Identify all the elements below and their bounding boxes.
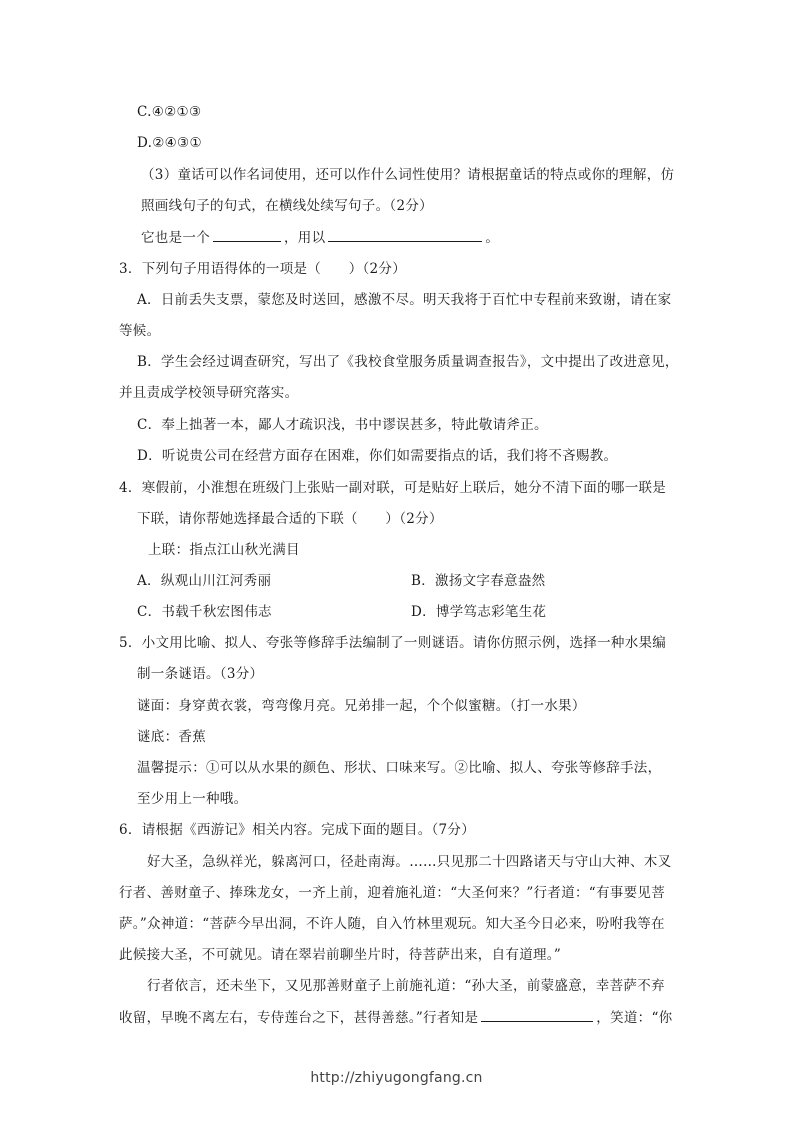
question-3-option-c: C．奉上拙著一本，鄙人才疏识浅，书中谬误甚多，特此敬请斧正。 <box>137 417 548 433</box>
answer-blank-3[interactable] <box>481 1008 593 1022</box>
question-5-tip-line2: 至少用上一种哦。 <box>137 791 248 807</box>
question-5-answer: 谜底：香蕉 <box>137 729 206 745</box>
passage-2-text-a: 收留，早晚不离左右，专侍莲台之下，甚得善慈。”行者知是 <box>119 1010 479 1026</box>
passage-2-line1: 行者依言，还未坐下，又见那善财童子上前施礼道：“孙大圣，前蒙盛意，幸菩萨不弃 <box>147 978 665 994</box>
option-c: C.④②①③ <box>137 104 202 120</box>
fill-text-a: 它也是一个 <box>141 230 210 246</box>
question-3-option-a-line2: 等候。 <box>119 323 161 339</box>
footer-url[interactable]: http://zhiyugongfang.cn <box>310 1070 483 1086</box>
question-3-option-b-line1: B．学生会经过调查研究，写出了《我校食堂服务质量调查报告》，文中提出了改进意见， <box>137 354 679 370</box>
passage-2-text-b: ，笑道：“你 <box>596 1010 673 1026</box>
question-4-upper-couplet: 上联：指点江山秋光满目 <box>148 542 300 558</box>
passage-2-line2 <box>119 1008 672 1027</box>
question-3-option-a-line1: A．日前丢失支票，蒙您及时送回，感激不尽。明天我将于百忙中专程前来致谢，请在家 <box>137 292 672 308</box>
answer-blank-1[interactable] <box>213 228 281 242</box>
question-4-option-c: C．书载千秋宏图伟志 <box>137 604 272 620</box>
question-5-tip-line1: 温馨提示：①可以从水果的颜色、形状、口味来写。②比喻、拟人、夸张等修辞手法， <box>137 760 662 776</box>
question-4-line2: 下联，请你帮她选择最合适的下联（ ）（2分） <box>137 511 443 527</box>
question-5-line1: 5．小文用比喻、拟人、夸张等修辞手法编制了一则谜语。请你仿照示例，选择一种水果编 <box>119 635 667 651</box>
answer-blank-2[interactable] <box>328 228 482 242</box>
question-2-3-line1: （3）童话可以作名词使用，还可以作什么词性使用？请根据童话的特点或你的理解，仿 <box>141 167 675 183</box>
question-4-option-b: B．激扬文字春意盎然 <box>411 573 546 589</box>
option-d: D.②④③① <box>137 135 202 151</box>
fill-text-b: ，用以 <box>284 230 326 246</box>
question-2-3-line2: 照画线句子的句式，在横线处续写句子。（2分） <box>141 198 433 214</box>
passage-1-line2: 行者、善财童子、捧珠龙女，一齐上前，迎着施礼道：“大圣何来？”行者道：“有事要见菩 <box>119 885 666 901</box>
question-3-option-d: D．听说贵公司在经营方面存在困难，你们如需要指点的话，我们将不吝赐教。 <box>137 448 618 464</box>
passage-1-line3: 萨。”众神道：“菩萨今早出洞，不许人随，自入竹林里观玩。知大圣今日必来，吩咐我等在 <box>119 916 665 932</box>
question-4-line1: 4．寒假前，小淮想在班级门上张贴一副对联，可是贴好上联后，她分不清下面的哪一联是 <box>119 480 667 496</box>
question-4-option-a: A．纵观山川江河秀丽 <box>137 573 272 589</box>
question-5-riddle: 谜面：身穿黄衣裳，弯弯像月亮。兄弟排一起，个个似蜜糖。（打一水果） <box>137 698 586 714</box>
question-3: 3．下列句子用语得体的一项是（ ）（2分） <box>119 261 407 277</box>
question-3-option-b-line2: 并且责成学校领导研究落实。 <box>119 385 299 401</box>
question-4-option-d: D．博学笃志彩笔生花 <box>411 604 547 620</box>
fill-text-c: 。 <box>485 230 500 246</box>
question-5-line2: 制一条谜语。（3分） <box>137 666 264 682</box>
fill-in-sentence <box>141 228 499 247</box>
passage-1-line4: 此候接大圣，不可就见。请在翠岩前聊坐片时，待菩萨出来，自有道理。” <box>119 947 562 963</box>
question-6: 6．请根据《西游记》相关内容。完成下面的题目。（7分） <box>119 822 476 838</box>
passage-1-line1: 好大圣，急纵祥光，躲离河口，径赴南海。……只见那二十四路诸天与守山大神、木叉 <box>147 854 672 870</box>
